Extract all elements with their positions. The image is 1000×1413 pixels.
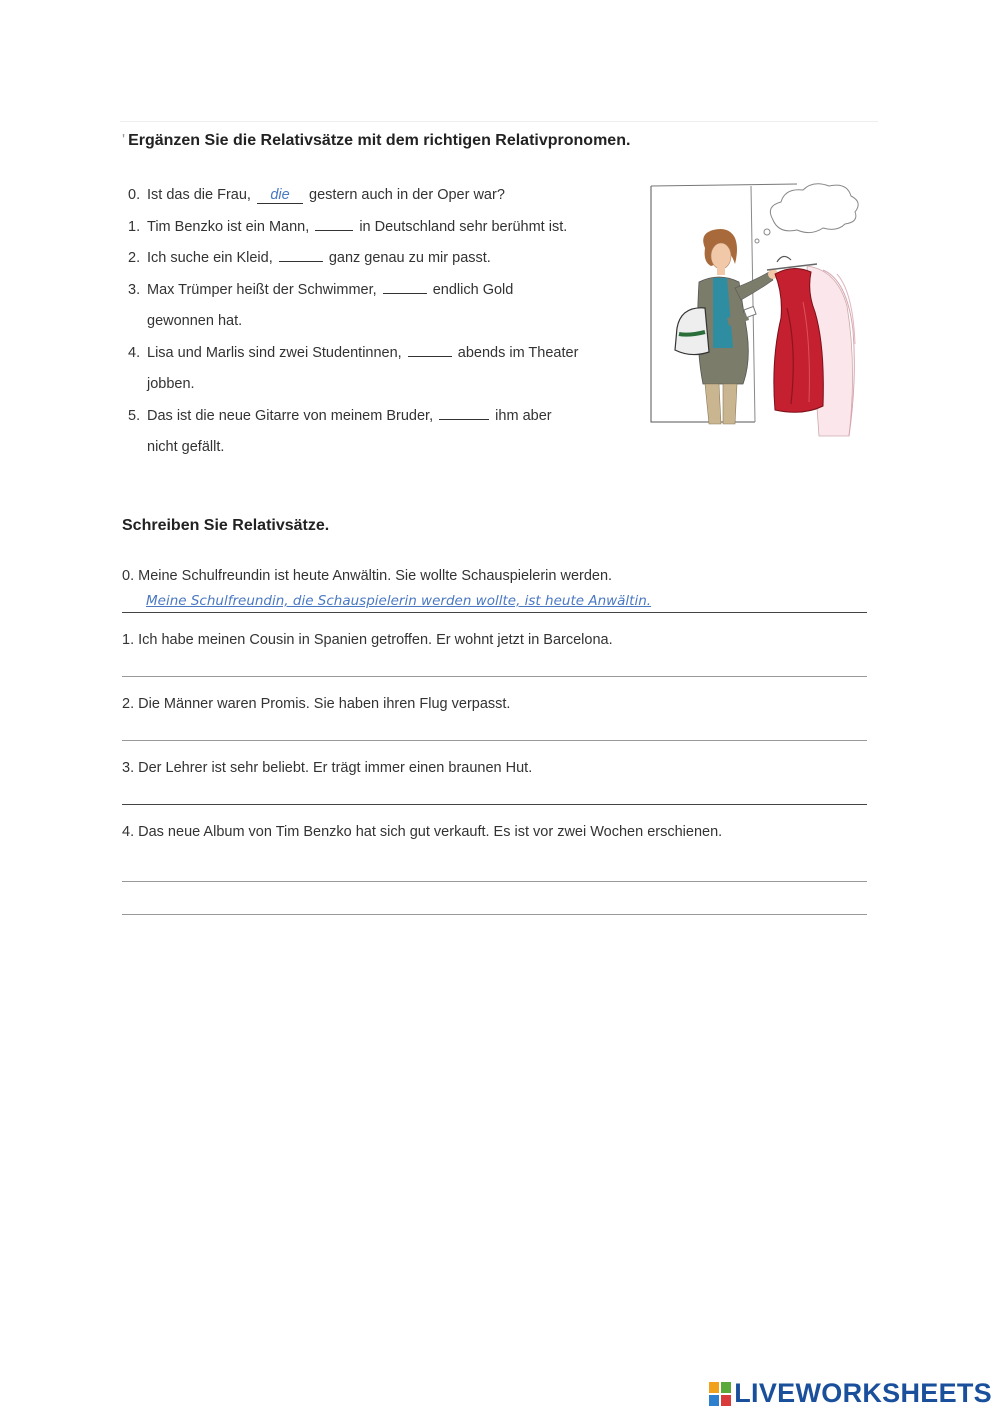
exercise2-prompt-1: 1. Ich habe meinen Cousin in Spanien getroffen. Er wohnt jetzt in Barcelona. [122,632,613,648]
example-answer-blank: die [257,187,303,204]
exercise1-item-5 [128,401,628,464]
answer-line-2[interactable] [122,715,867,741]
logo-text: LIVEWORKSHEETS [734,1378,992,1408]
liveworksheets-logo [709,1378,992,1409]
woman-dress-illustration [647,178,869,450]
answer-blank-1[interactable] [315,215,353,231]
exercise1-item-2 [128,243,628,275]
sentence-end: endlich Gold [432,281,514,298]
item-number: 4. [128,344,141,361]
answer-blank-4[interactable] [408,341,452,357]
item-number: 3. [128,281,141,298]
exercise1-list [128,180,628,464]
item-number: 2. [128,250,141,266]
sentence-start: Max Trümper heißt der Schwimmer, [147,281,377,298]
sentence-end: gestern auch in der Oper war? [309,187,505,203]
answer-line-3[interactable] [122,779,867,805]
answer-blank-2[interactable] [279,246,323,262]
exercise1-item-4 [128,338,628,401]
top-divider [120,121,878,122]
exercise2-prompt-2: 2. Die Männer waren Promis. Sie haben ihren Flug verpasst. [122,696,511,712]
exercise2-example-answer-line [122,587,867,613]
answer-line-1[interactable] [122,651,867,677]
answer-blank-5[interactable] [439,404,489,420]
sentence-start: Das ist die neue Gitarre von meinem Bruder, [147,407,434,424]
exercise1-item-3 [128,275,628,338]
sentence-continuation: jobben. [147,376,195,392]
exercise2-prompt-3: 3. Der Lehrer ist sehr beliebt. Er trägt immer einen braunen Hut. [122,760,533,776]
answer-blank-3[interactable] [383,278,427,294]
sentence-end: abends im Theater [457,344,579,361]
sentence-end: ganz genau zu mir passt. [328,250,491,266]
exercise1-title: ' Ergänzen Sie die Relativsätze mit dem richtigen Relativpronomen. [122,132,631,149]
answer-line-4b[interactable] [122,882,867,915]
example-answer-text: Meine Schulfreundin, die Schauspielerin werden wollte, ist heute Anwältin. [146,593,652,609]
sentence-start: Lisa und Marlis sind zwei Studentinnen, [147,344,402,361]
item-number: 1. [128,218,141,235]
sentence-start: Ich suche ein Kleid, [147,250,273,266]
item-number: 0. [128,187,141,203]
sentence-end: in Deutschland sehr berühmt ist. [359,218,568,235]
item-number: 5. [128,407,141,424]
sentence-start: Tim Benzko ist ein Mann, [147,218,310,235]
exercise2-title: Schreiben Sie Relativsätze. [122,517,330,534]
exercise1-item-1 [128,212,628,244]
sentence-end: ihm aber [495,407,552,424]
exercise1-title-text: Ergänzen Sie die Relativsätze mit dem richtigen Relativpronomen. [128,132,631,149]
sentence-start: Ist das die Frau, [147,187,251,203]
logo-squares-icon [709,1382,731,1406]
exercise2-list [122,565,867,915]
exercise2-example-prompt: 0. Meine Schulfreundin ist heute Anwältin. Sie wollte Schauspielerin werden. [122,568,613,584]
sentence-continuation: nicht gefällt. [147,439,225,455]
answer-line-4a[interactable] [122,843,867,882]
sentence-continuation: gewonnen hat. [147,313,243,329]
exercise2-prompt-4: 4. Das neue Album von Tim Benzko hat sich gut verkauft. Es ist vor zwei Wochen erschienen. [122,824,723,840]
exercise1-example [128,180,628,212]
